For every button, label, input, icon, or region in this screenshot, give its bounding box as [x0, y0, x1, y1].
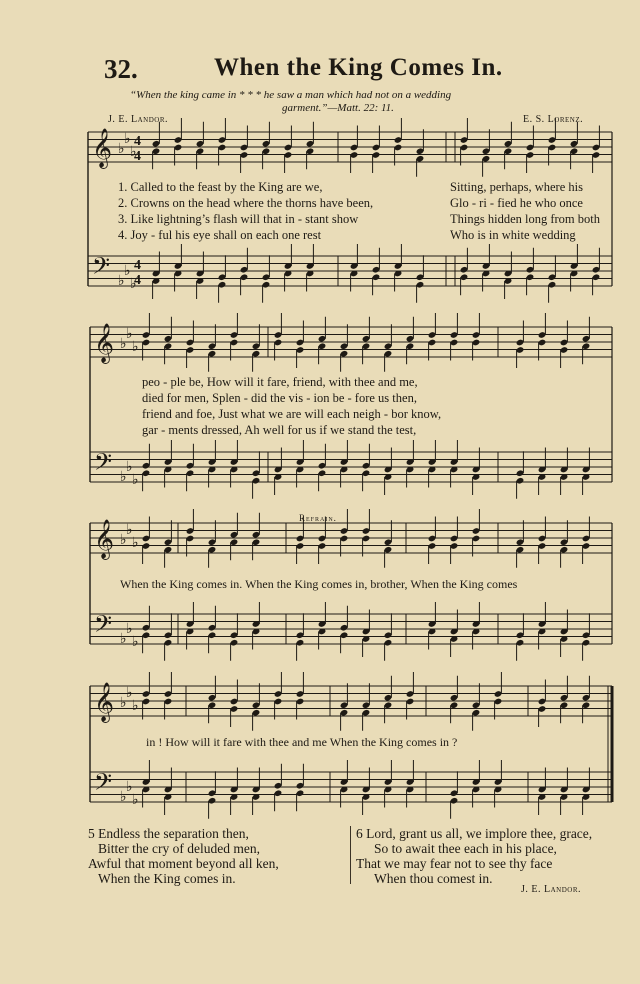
system-4-treble-flat-icon: ♭ [126, 685, 133, 701]
s2-verse-1: peo - ple be, How will it fare, friend, with thee and me, [142, 375, 418, 389]
s2-verse-2: died for men, Splen - did the vis - ion be - fore us then, [142, 391, 417, 405]
refrain-label: Refrain. [299, 513, 337, 523]
s2-verse-3: friend and foe, Just what we are will each neigh - bor know, [142, 407, 442, 421]
system-3-bass-clef-icon: 𝄢 [94, 610, 113, 643]
verse-5-line-4: When the King comes in. [98, 871, 236, 886]
system-4-bass-flat-icon: ♭ [132, 792, 139, 808]
time-signature-bass: 4 [134, 258, 141, 273]
s1-verse-1-right: Sitting, perhaps, where his [450, 180, 583, 194]
system-1-bass-flat-icon: ♭ [130, 276, 137, 292]
system-1-bass-flat-icon: ♭ [118, 273, 125, 289]
system-2-treble-flat-icon: ♭ [126, 326, 133, 342]
system-1-treble-flat-icon: ♭ [118, 141, 125, 157]
s1-verse-3-left: 3. Like lightning’s flash will that in - stant show [118, 212, 359, 226]
hymn-title: When the King Comes In. [214, 54, 503, 81]
system-2-treble-clef-icon: 𝄞 [94, 323, 115, 363]
system-4-bass-flat-icon: ♭ [126, 779, 133, 795]
system-1-treble-flat-icon: ♭ [124, 131, 131, 147]
footer-author-credit: J. E. Landor. [521, 884, 581, 895]
system-1-treble-clef-icon: 𝄞 [92, 128, 113, 168]
system-2-bass-flat-icon: ♭ [126, 459, 133, 475]
epigraph-line-1: “When the king came in * * * he saw a man which had not on a wedding [130, 89, 452, 101]
s4-refrain-line: in ! How will it fare with thee and me When the King comes in ? [146, 735, 458, 749]
verse-6-line-4: When thou comest in. [374, 871, 493, 886]
s1-verse-2-left: 2. Crowns on the head where the thorns have been, [118, 196, 374, 210]
system-2-bass-flat-icon: ♭ [132, 472, 139, 488]
system-2-treble-flat-icon: ♭ [120, 336, 127, 352]
system-3-bass-flat-icon: ♭ [132, 634, 139, 650]
s1-verse-4-left: 4. Joy - ful his eye shall on each one rest [118, 228, 322, 242]
system-3-treble-flat-icon: ♭ [126, 522, 133, 538]
system-4-treble-flat-icon: ♭ [120, 695, 127, 711]
system-1-treble-flat-icon: ♭ [130, 144, 137, 160]
s1-verse-4-right: Who is in white wedding [450, 228, 576, 242]
s2-verse-4: gar - ments dressed, Ah well for us if we stand the test, [142, 423, 417, 437]
system-3-treble-flat-icon: ♭ [132, 535, 139, 551]
system-1-bass-flat-icon: ♭ [124, 263, 131, 279]
verse-5-line-1: 5 Endless the separation then, [88, 826, 249, 841]
system-2-bass-clef-icon: 𝄢 [94, 448, 113, 481]
s1-verse-3-right: Things hidden long from both [450, 212, 600, 226]
system-4-treble-flat-icon: ♭ [132, 698, 139, 714]
system-4-bass-flat-icon: ♭ [120, 789, 127, 805]
time-signature-treble: 4 [134, 134, 141, 149]
hymn-number: 32. [104, 54, 138, 84]
s1-verse-2-right: Glo - ri - fied he who once [450, 196, 583, 210]
verse-5-line-3: Awful that moment beyond all ken, [88, 856, 279, 871]
author-credit: J. E. Landor. [108, 114, 168, 125]
system-3-treble-clef-icon: 𝄞 [94, 519, 115, 559]
verse-5 [88, 826, 279, 886]
verse-6-line-2: So to await thee each in his place, [374, 841, 557, 856]
system-1-bass-clef-icon: 𝄢 [92, 252, 111, 285]
system-3-bass-flat-icon: ♭ [120, 631, 127, 647]
system-3-bass-flat-icon: ♭ [126, 621, 133, 637]
system-4-treble-clef-icon: 𝄞 [94, 682, 115, 722]
verse-6-line-3: That we may fear not to see thy face [356, 856, 553, 871]
s1-verse-1-left: 1. Called to the feast by the King are we, [118, 180, 323, 194]
system-2-bass-flat-icon: ♭ [120, 469, 127, 485]
epigraph-line-2: garment.”—Matt. 22: 11. [282, 102, 394, 114]
verse-5-line-2: Bitter the cry of deluded men, [98, 841, 260, 856]
system-2-treble-flat-icon: ♭ [132, 339, 139, 355]
system-3-treble-flat-icon: ♭ [120, 532, 127, 548]
verse-divider [350, 826, 351, 884]
composer-credit: E. S. Lorenz. [523, 114, 584, 125]
verse-6 [356, 826, 592, 886]
system-4-bass-clef-icon: 𝄢 [94, 768, 113, 801]
s3-refrain-line: When the King comes in. When the King comes in, brother, When the King comes [120, 577, 518, 591]
time-signature-bass: 4 [134, 273, 141, 288]
time-signature-treble: 4 [134, 149, 141, 164]
verse-6-line-1: 6 Lord, grant us all, we implore thee, grace, [356, 826, 593, 841]
